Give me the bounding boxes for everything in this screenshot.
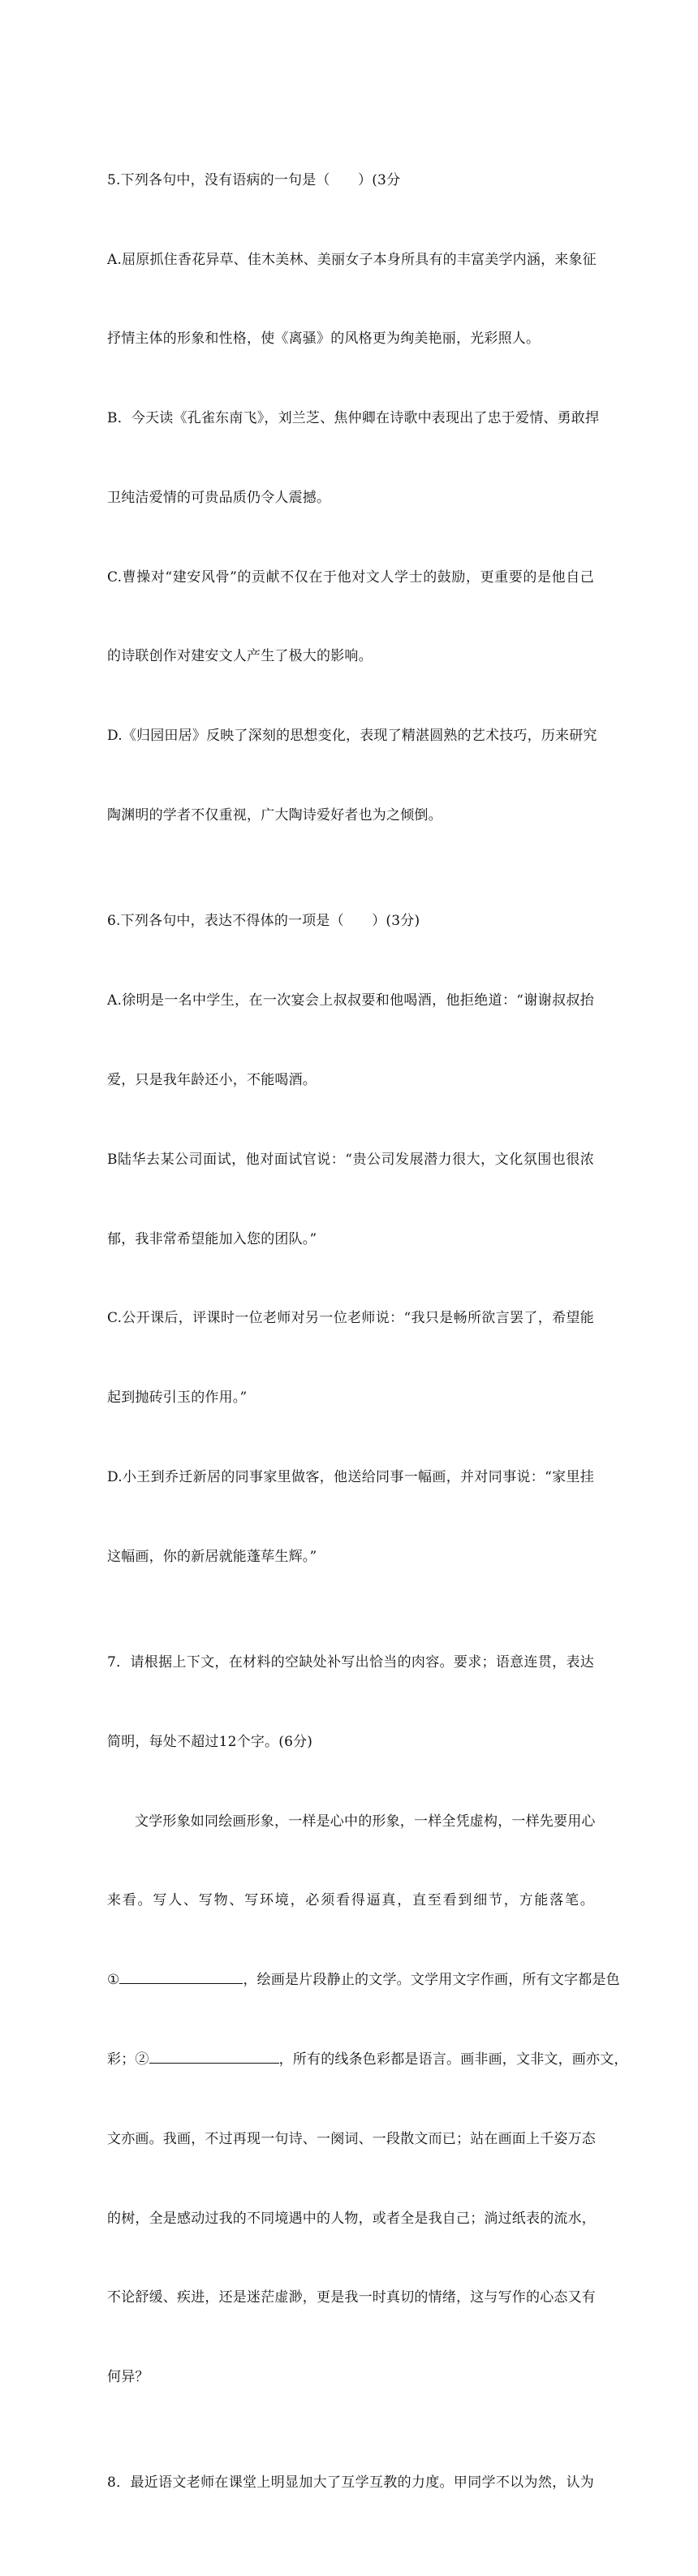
q7-passage-line8: 何异？ bbox=[107, 2369, 149, 2386]
q6-option-a-line2: 爱，只是我年龄还小，不能喝酒。 bbox=[107, 1071, 317, 1088]
q5-option-b-line2: 卫纯洁爱情的可贵品质仍令人震撼。 bbox=[107, 489, 331, 506]
q6-option-c-line1: C.公开课后，评课时一位老师对另一位老师说：“我只是畅所欲言罢了，希望能 bbox=[107, 1310, 594, 1327]
q7-passage-line7: 不论舒缓、疾进，还是迷茫虚渺，更是我一时真切的情绪，这与写作的心态又有 bbox=[107, 2289, 596, 2306]
blank-marker-1: ① bbox=[107, 1972, 120, 1989]
q6-option-d-line2: 这幅画，你的新居就能蓬荜生辉。” bbox=[107, 1548, 317, 1565]
q7-passage-line4-text: ，所有的线条色彩都是语言。画非画，文非文，画亦文， bbox=[278, 2051, 628, 2068]
answer-blank-2[interactable] bbox=[149, 2049, 279, 2064]
answer-blank-1[interactable] bbox=[119, 1969, 243, 1984]
q7-passage-line3 bbox=[107, 1967, 620, 1994]
q5-option-a-line2: 抒情主体的形象和性格，使《离骚》的风格更为绚美艳丽，光彩照人。 bbox=[107, 331, 541, 348]
q7-passage-line6: 的树，全是感动过我的不同境遇中的人物，或者全是我自己；淌过纸表的流水， bbox=[107, 2210, 596, 2227]
q5-option-d-line2: 陶渊明的学者不仅重视，广大陶诗爱好者也为之倾倒。 bbox=[107, 807, 442, 824]
q7-passage-line2: 来看。写人、写物、写环境，必须看得逼真，直至看到细节，方能落笔。 bbox=[107, 1892, 594, 1909]
q5-stem: 5.下列各句中，没有语病的一句是（ ）(3分 bbox=[107, 171, 401, 188]
q7-stem-line1: 7．请根据上下文，在材料的空缺处补写出恰当的肉容。要求；语意连贯，表达 bbox=[107, 1654, 594, 1671]
q8-stem-line1: 8．最近语文老师在课堂上明显加大了互学互教的力度。甲同学不以为然，认为 bbox=[107, 2474, 594, 2492]
blank-marker-2: 彩；② bbox=[107, 2051, 149, 2068]
q6-option-c-line2: 起到抛砖引玉的作用。” bbox=[107, 1390, 248, 1407]
q6-option-b-line2: 郁，我非常希望能加入您的团队。” bbox=[107, 1230, 317, 1247]
q5-option-d-line1: D.《归园田居》反映了深刻的思想变化，表现了精湛圆熟的艺术技巧，历来研究 bbox=[107, 728, 597, 745]
q6-option-b-line1: B陆华去某公司面试，他对面试官说：“贵公司发展潜力很大，文化氛围也很浓 bbox=[107, 1151, 594, 1168]
q6-stem: 6.下列各句中，表达不得体的一项是（ ）(3分) bbox=[107, 913, 420, 930]
q6-option-d-line1: D.小王到乔迁新居的同事家里做客，他送给同事一幅画，并对同事说：“家里挂 bbox=[107, 1468, 594, 1485]
q5-option-b-line1: B．今天读《孔雀东南飞》，刘兰芝、焦仲卿在诗歌中表现出了忠于爱情、勇敢捍 bbox=[107, 410, 600, 427]
q6-option-a-line1: A.徐明是一名中学生，在一次宴会上叔叔要和他喝酒，他拒绝道：“谢谢叔叔抬 bbox=[107, 992, 594, 1009]
q5-option-c-line2: 的诗联创作对建安文人产生了极大的影响。 bbox=[107, 648, 373, 665]
q7-passage-line4 bbox=[107, 2047, 628, 2073]
q7-passage-line5: 文亦画。我画，不过再现一句诗、一阕词、一段散文而已；站在画面上千姿万态 bbox=[107, 2130, 596, 2147]
q5-option-a-line1: A.屈原抓住香花异草、佳木美林、美丽女子本身所具有的丰富美学内涵，来象征 bbox=[107, 251, 597, 268]
q7-stem-line2: 简明，每处不超过12个字。(6分) bbox=[107, 1733, 313, 1750]
document-body bbox=[107, 88, 628, 2576]
q7-passage-line1: 文学形象如同绘画形象，一样是心中的形象，一样全凭虚构，一样先要用心 bbox=[135, 1813, 596, 1830]
q7-passage-line3-text: ，绘画是片段静止的文学。文学用文字作画，所有文字都是色 bbox=[243, 1972, 620, 1989]
q5-option-c-line1: C.曹操对“建安风骨”的贡献不仅在于他对文人学士的鼓励，更重要的是他自己 bbox=[107, 568, 594, 586]
